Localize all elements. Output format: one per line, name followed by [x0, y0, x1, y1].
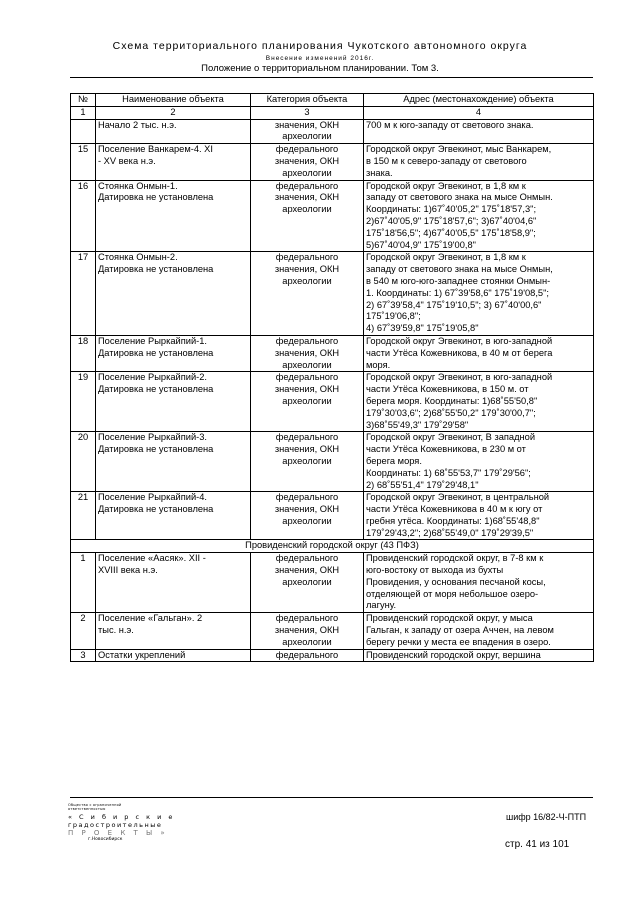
- object-address-line: Городской округ Эгвекинот, в 1,8 км к: [366, 252, 526, 263]
- object-category-line: федерального: [275, 144, 339, 155]
- table-row: [71, 119, 594, 144]
- object-address-line: гребня утёса. Координаты: 1)68˚55'48,8": [366, 515, 540, 526]
- object-address-line: берега моря. Координаты: 1)68˚55'50,8": [366, 395, 538, 406]
- object-address-line: Городской округ Эгвекинот, в центральной: [366, 492, 550, 503]
- object-name-line: Поселение Рыркайпий-4.: [98, 492, 207, 503]
- row-number: 17: [71, 252, 96, 336]
- object-address-line: Городской округ Эгвекинот, В западной: [366, 432, 536, 443]
- object-category-line: федерального: [275, 252, 339, 263]
- object-category-line: федерального: [275, 613, 339, 624]
- object-address: [364, 553, 594, 613]
- object-address-line: в 150 м к северо-западу от светового: [366, 155, 527, 166]
- object-address-line: 4) 67˚39'59,8" 175˚19'05,8": [366, 323, 479, 334]
- object-address-line: части Утёса Кожевникова в 40 м к югу от: [366, 504, 543, 515]
- object-address-line: юго-востоку от выхода из бухты: [366, 565, 504, 576]
- object-category-line: федерального: [275, 180, 339, 191]
- logo-city: г.Новосибирск: [88, 837, 123, 842]
- object-category-line: федерального: [275, 372, 339, 383]
- section-row: [71, 540, 594, 553]
- object-name: [96, 613, 251, 649]
- logo-word-1: « С и б и р с к и е: [68, 813, 175, 821]
- object-address-line: части Утёса Кожевникова, в 230 м от: [366, 444, 526, 455]
- company-logo: [68, 803, 175, 843]
- row-number: 3: [71, 649, 96, 662]
- object-address: [364, 252, 594, 336]
- object-address-line: Провиденский городской округ, вершина: [366, 649, 541, 660]
- table-row: [71, 335, 594, 371]
- row-number: 20: [71, 432, 96, 492]
- object-category-line: федерального: [275, 492, 339, 503]
- object-name: [96, 553, 251, 613]
- object-address-line: Городской округ Эгвекинот, в 1,8 км к: [366, 180, 526, 191]
- object-name: [96, 144, 251, 180]
- page-number: стр. 41 из 101: [505, 839, 570, 850]
- object-category-line: археологии: [282, 204, 332, 215]
- document-header-volume: Положение о территориальном планировании. Том 3.: [201, 63, 439, 74]
- object-address: [364, 649, 594, 662]
- table-row: [71, 180, 594, 252]
- table-row: [71, 492, 594, 540]
- object-category-line: археологии: [282, 131, 332, 142]
- object-category-line: значения, ОКН: [274, 347, 340, 358]
- object-category: [251, 144, 364, 180]
- object-name: [96, 119, 251, 144]
- object-address-line: 2) 68˚55'51,4" 179˚29'48,1": [366, 479, 479, 490]
- object-category: [251, 492, 364, 540]
- object-address-line: Гальган, к западу от озера Аччен, на левом: [366, 625, 554, 636]
- table-row: [71, 613, 594, 649]
- object-address-line: Провиденский городской округ, у мыса: [366, 613, 533, 624]
- object-category: [251, 119, 364, 144]
- object-name-line: Поселение «Гальган». 2: [98, 613, 203, 624]
- column-number: 3: [251, 106, 364, 119]
- object-name-line: тыс. н.э.: [98, 625, 134, 636]
- object-category-line: значения, ОКН: [274, 444, 340, 455]
- object-name-line: Поселение Рыркайпий-2.: [98, 372, 207, 383]
- object-address-line: в 540 м юго-юго-западнее стоянки Онмын-: [366, 275, 551, 286]
- object-name: [96, 492, 251, 540]
- object-address-line: Городской округ Эгвекинот, мыс Ванкарем,: [366, 144, 552, 155]
- object-category-line: федерального: [275, 335, 339, 346]
- table-row: [71, 372, 594, 432]
- table-row: [71, 649, 594, 662]
- table-row: [71, 553, 594, 613]
- row-number: 19: [71, 372, 96, 432]
- object-address: [364, 432, 594, 492]
- object-category: [251, 553, 364, 613]
- object-name-line: Стоянка Онмын-1.: [98, 180, 178, 191]
- object-name: [96, 335, 251, 371]
- object-name-line: - XV века н.э.: [98, 155, 156, 166]
- object-address-line: 3)68˚55'49,3" 179˚29'58": [366, 419, 469, 430]
- object-address-line: 179˚29'43,2"; 2)68˚55'49,0" 179˚29'39,5": [366, 527, 534, 538]
- footer-divider: [70, 797, 593, 798]
- object-address-line: лагуну.: [366, 600, 397, 611]
- logo-word-2: градостроительные: [68, 821, 163, 829]
- object-category-line: значения, ОКН: [274, 155, 340, 166]
- object-name-line: Датировка не установлена: [98, 264, 214, 275]
- object-name-line: XVIII века н.э.: [98, 565, 158, 576]
- object-category-line: археологии: [282, 167, 332, 178]
- object-address-line: Координаты: 1)67˚40'05,2" 175˚18'57,3";: [366, 204, 537, 215]
- table-column-number-row: [71, 106, 594, 119]
- object-name-line: Поселение Рыркайпий-1.: [98, 335, 207, 346]
- object-address-line: Провиденский городской округ, в 7-8 км к: [366, 553, 544, 564]
- column-header: №: [71, 94, 96, 107]
- object-name: [96, 180, 251, 252]
- row-number: 1: [71, 553, 96, 613]
- column-header: Наименование объекта: [96, 94, 251, 107]
- row-number: 15: [71, 144, 96, 180]
- object-address: [364, 335, 594, 371]
- object-category-line: значения, ОКН: [274, 119, 340, 130]
- table-row: [71, 432, 594, 492]
- object-address-line: части Утёса Кожевникова, в 150 м. от: [366, 384, 529, 395]
- object-address-line: 5)67˚40'04,9" 175˚19'00,8": [366, 239, 476, 250]
- object-name-line: Поселение Ванкарем-4. XI: [98, 144, 213, 155]
- object-name: [96, 372, 251, 432]
- object-address-line: Провидения, у основания песчаной косы,: [366, 576, 546, 587]
- object-address-line: берегу речки у места ее впадения в озеро.: [366, 636, 551, 647]
- object-category-line: федерального: [275, 649, 339, 660]
- object-address-line: Городской округ Эгвекинот, в юго-западной: [366, 372, 553, 383]
- object-category-line: археологии: [282, 515, 332, 526]
- object-address-line: Координаты: 1) 68˚55'53,7" 179˚29'56";: [366, 467, 531, 478]
- object-category-line: значения, ОКН: [274, 565, 340, 576]
- logo-word-3: П Р О Е К Т Ы »: [68, 829, 168, 837]
- object-category: [251, 649, 364, 662]
- object-address-line: 179˚30'03,6"; 2)68˚55'50,2" 179˚30'00,7";: [366, 407, 536, 418]
- object-name-line: Начало 2 тыс. н.э.: [98, 119, 177, 130]
- object-address-line: 700 м к юго-западу от светового знака.: [366, 119, 534, 130]
- row-number: 16: [71, 180, 96, 252]
- row-number: 18: [71, 335, 96, 371]
- object-address: [364, 372, 594, 432]
- object-address-line: 1. Координаты: 1) 67˚39'58,6" 175˚19'08,5";: [366, 287, 549, 298]
- object-category-line: археологии: [282, 359, 332, 370]
- column-number: 2: [96, 106, 251, 119]
- object-address: [364, 144, 594, 180]
- column-number: 1: [71, 106, 96, 119]
- object-name-line: Остатки укреплений: [98, 649, 186, 660]
- object-address: [364, 492, 594, 540]
- object-name: [96, 649, 251, 662]
- object-address-line: 2) 67˚39'58,4" 175˚19'10,5"; 3) 67˚40'00,6": [366, 299, 542, 310]
- column-number: 4: [364, 106, 594, 119]
- object-address-line: знака.: [366, 167, 393, 178]
- object-name-line: Датировка не установлена: [98, 347, 214, 358]
- column-header: Категория объекта: [251, 94, 364, 107]
- object-category-line: федерального: [275, 432, 339, 443]
- object-category-line: археологии: [282, 455, 332, 466]
- object-address-line: части Утёса Кожевникова, в 40 м от берега: [366, 347, 553, 358]
- object-address-line: берега моря.: [366, 455, 422, 466]
- object-name-line: Датировка не установлена: [98, 384, 214, 395]
- object-category-line: значения, ОКН: [274, 192, 340, 203]
- document-cipher: шифр 16/82-Ч-ПТП: [506, 812, 587, 822]
- object-category-line: значения, ОКН: [274, 625, 340, 636]
- object-category: [251, 432, 364, 492]
- column-header: Адрес (местонахождение) объекта: [364, 94, 594, 107]
- object-address-line: 175˚19'06,8";: [366, 311, 421, 322]
- object-name-line: Датировка не установлена: [98, 192, 214, 203]
- object-category-line: археологии: [282, 395, 332, 406]
- logo-small-text: Общество с ограниченной ответственностью: [68, 803, 122, 811]
- object-category: [251, 613, 364, 649]
- object-name-line: Поселение Рыркайпий-3.: [98, 432, 207, 443]
- object-address-line: Городской округ Эгвекинот, в юго-западной: [366, 335, 553, 346]
- object-category: [251, 252, 364, 336]
- object-name-line: Датировка не установлена: [98, 504, 214, 515]
- document-header-subtitle: Внесение изменений 2016г.: [265, 55, 375, 62]
- object-category-line: значения, ОКН: [274, 504, 340, 515]
- object-address-line: западу от светового знака на мысе Онмын.: [366, 192, 553, 203]
- document-header-title: Схема территориального планирования Чукотского автономного округа: [112, 40, 528, 52]
- objects-table: [70, 93, 594, 662]
- table-row: [71, 144, 594, 180]
- object-address-line: западу от светового знака на мысе Онмын,: [366, 264, 553, 275]
- row-number: 21: [71, 492, 96, 540]
- object-name-line: Поселение «Аасяк». XII -: [98, 553, 206, 564]
- object-category: [251, 372, 364, 432]
- object-category-line: федерального: [275, 553, 339, 564]
- object-address-line: 2)67˚40'05,9" 175˚18'57,6"; 3)67˚40'04,6": [366, 215, 537, 226]
- object-name: [96, 252, 251, 336]
- object-name-line: Стоянка Онмын-2.: [98, 252, 178, 263]
- object-address-line: 175˚18'56,5"; 4)67˚40'05,5" 175˚18'58,9";: [366, 227, 536, 238]
- object-category: [251, 335, 364, 371]
- object-address-line: моря.: [366, 359, 391, 370]
- object-category-line: археологии: [282, 576, 332, 587]
- object-address: [364, 613, 594, 649]
- row-number: 2: [71, 613, 96, 649]
- object-category: [251, 180, 364, 252]
- object-category-line: значения, ОКН: [274, 264, 340, 275]
- object-name: [96, 432, 251, 492]
- section-title: Провиденский городской округ (43 ПФЗ): [71, 540, 594, 553]
- header-divider: [70, 77, 593, 78]
- object-name-line: Датировка не установлена: [98, 444, 214, 455]
- object-address: [364, 180, 594, 252]
- object-address-line: отделяющей от моря небольшое озеро-: [366, 588, 539, 599]
- object-category-line: археологии: [282, 275, 332, 286]
- row-number: [71, 119, 96, 144]
- table-row: [71, 252, 594, 336]
- object-category-line: археологии: [282, 636, 332, 647]
- object-address: [364, 119, 594, 144]
- table-header-row: [71, 94, 594, 107]
- object-category-line: значения, ОКН: [274, 384, 340, 395]
